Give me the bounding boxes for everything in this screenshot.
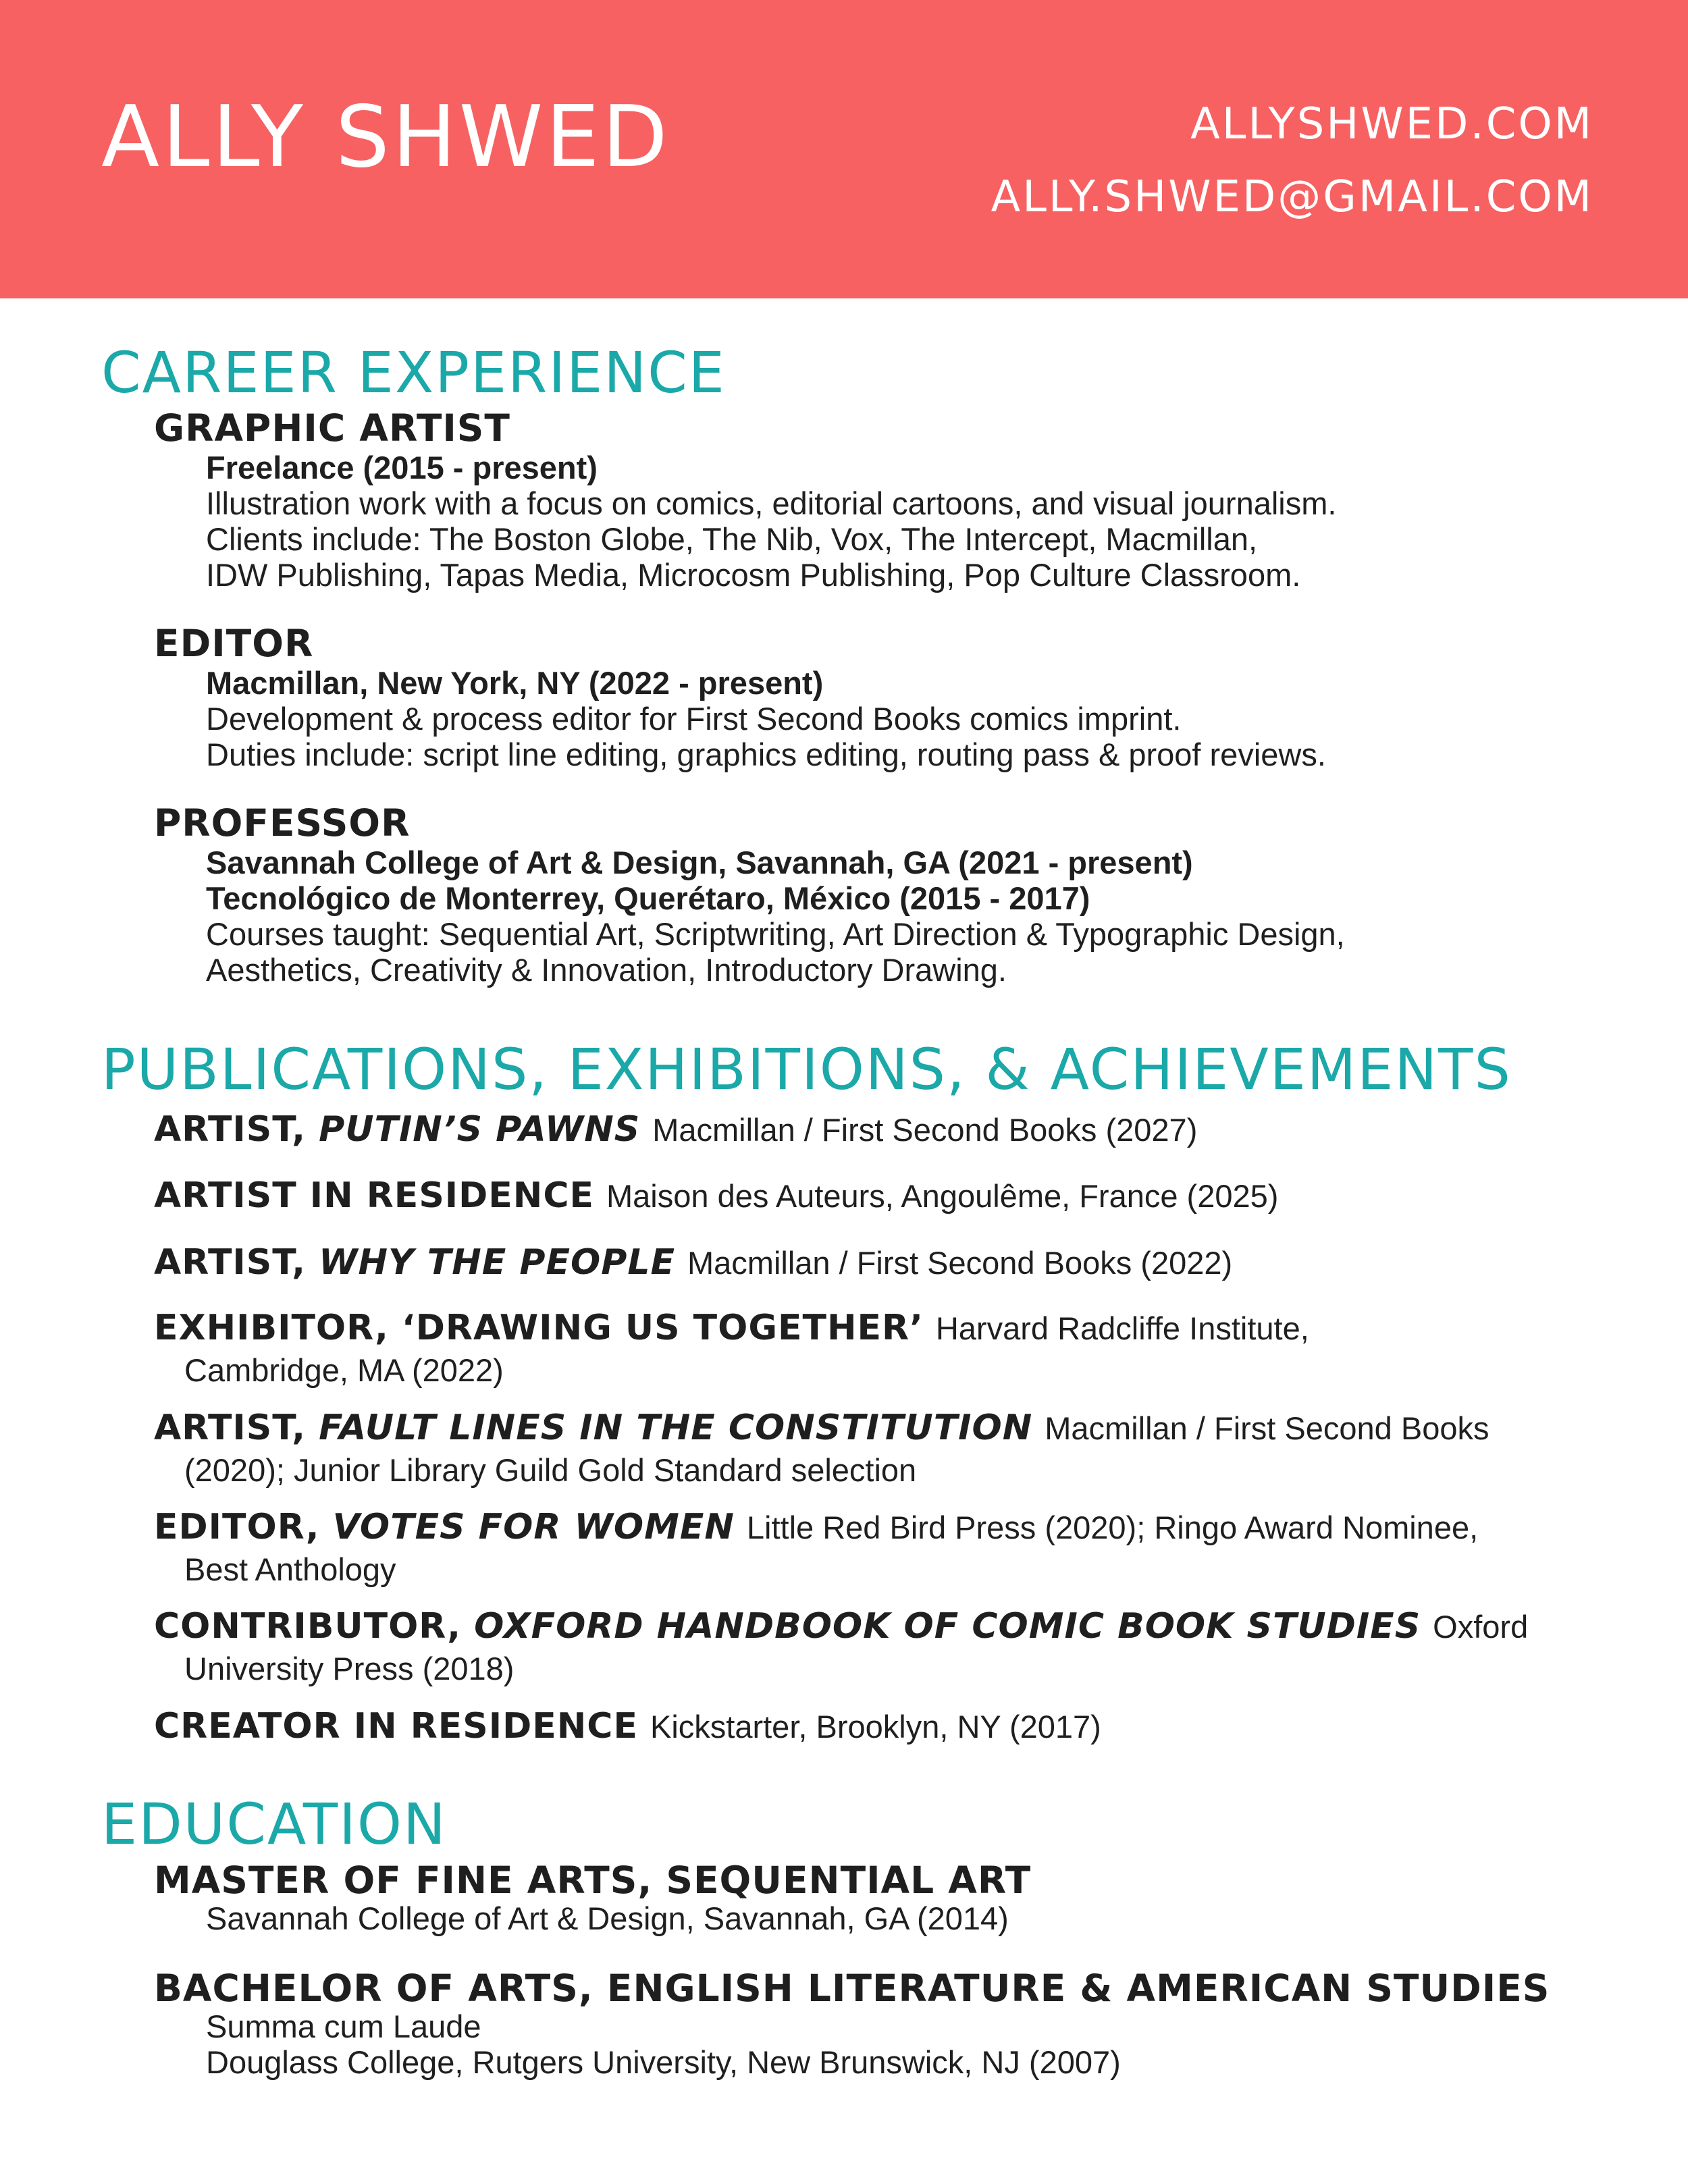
publication-item xyxy=(154,1706,1101,1752)
publication-title: WHY THE PEOPLE xyxy=(319,1242,675,1283)
degree-title: MASTER OF FINE ARTS, SEQUENTIAL ART xyxy=(154,1859,1032,1902)
job-organization: Savannah College of Art & Design, Savannah, GA (2021 - present) xyxy=(206,845,1193,880)
publication-detail: Oxford xyxy=(1433,1609,1529,1645)
publication-item xyxy=(154,1175,1279,1221)
education-section-title: EDUCATION xyxy=(101,1791,447,1857)
publication-title: FAULT LINES IN THE CONSTITUTION xyxy=(319,1408,1033,1448)
degree-detail-line: Douglass College, Rutgers University, New Brunswick, NJ (2007) xyxy=(206,2044,1121,2080)
contact-block xyxy=(991,88,1593,234)
publication-detail-continued: Best Anthology xyxy=(184,1551,396,1587)
publication-detail: Maison des Auteurs, Angoulême, France (2025) xyxy=(606,1178,1279,1214)
header-banner xyxy=(0,0,1688,298)
job-details xyxy=(206,665,1326,772)
email-link[interactable]: ALLY.SHWED@GMAIL.COM xyxy=(991,172,1593,222)
publication-detail-continued: University Press (2018) xyxy=(184,1651,515,1686)
publication-item xyxy=(154,1242,1233,1288)
job-organization: Tecnológico de Monterrey, Querétaro, México (2015 - 2017) xyxy=(206,880,1090,916)
publication-role: ARTIST IN RESIDENCE xyxy=(154,1175,595,1216)
job-organization: Macmillan, New York, NY (2022 - present) xyxy=(206,665,824,701)
degree-detail-line: Savannah College of Art & Design, Savannah, GA (2014) xyxy=(206,1900,1009,1936)
resume-name: ALLY SHWED xyxy=(101,87,670,186)
job-description-line: Clients include: The Boston Globe, The Nib, Vox, The Intercept, Macmillan, xyxy=(206,521,1258,557)
job-description-line: IDW Publishing, Tapas Media, Microcosm Publishing, Pop Culture Classroom. xyxy=(206,557,1301,593)
job-description-line: Aesthetics, Creativity & Innovation, Introductory Drawing. xyxy=(206,952,1007,988)
publication-detail: Kickstarter, Brooklyn, NY (2017) xyxy=(650,1709,1101,1744)
job-details xyxy=(206,450,1336,593)
job-role: EDITOR xyxy=(154,622,314,665)
publication-role: ARTIST, xyxy=(154,1408,319,1448)
job-details xyxy=(206,845,1345,988)
job-role: PROFESSOR xyxy=(154,801,411,845)
job-organization: Freelance (2015 - present) xyxy=(206,450,598,485)
career-section-title: CAREER EXPERIENCE xyxy=(101,340,726,406)
publication-item xyxy=(154,1507,1479,1587)
job-description-line: Development & process editor for First Second Books comics imprint. xyxy=(206,701,1182,737)
publication-role: EXHIBITOR, ‘DRAWING US TOGETHER’ xyxy=(154,1308,924,1348)
publication-detail: Harvard Radcliffe Institute, xyxy=(935,1310,1309,1346)
degree-details xyxy=(206,2008,1121,2080)
job-description-line: Duties include: script line editing, graphics editing, routing pass & proof reviews. xyxy=(206,737,1326,772)
publications-section-title: PUBLICATIONS, EXHIBITIONS, & ACHIEVEMENTS xyxy=(101,1036,1512,1102)
publication-title: PUTIN’S PAWNS xyxy=(319,1109,641,1150)
publication-role: CREATOR IN RESIDENCE xyxy=(154,1706,638,1747)
publication-detail: Little Red Bird Press (2020); Ringo Award Nominee, xyxy=(746,1510,1479,1545)
publication-role: ARTIST, xyxy=(154,1242,319,1283)
job-role: GRAPHIC ARTIST xyxy=(154,406,510,450)
job-description-line: Courses taught: Sequential Art, Scriptwriting, Art Direction & Typographic Design, xyxy=(206,916,1345,952)
publication-detail-continued: (2020); Junior Library Guild Gold Standard selection xyxy=(184,1452,917,1488)
publication-detail-continued: Cambridge, MA (2022) xyxy=(184,1352,504,1388)
publication-item xyxy=(154,1408,1489,1488)
degree-title: BACHELOR OF ARTS, ENGLISH LITERATURE & AMERICAN STUDIES xyxy=(154,1967,1550,2010)
publication-detail: Macmillan / First Second Books (2027) xyxy=(652,1112,1198,1148)
degree-detail-line: Summa cum Laude xyxy=(206,2008,481,2044)
job-description-line: Illustration work with a focus on comics, editorial cartoons, and visual journalism. xyxy=(206,485,1337,521)
publication-item xyxy=(154,1606,1529,1686)
publication-item xyxy=(154,1109,1198,1155)
publication-title: VOTES FOR WOMEN xyxy=(332,1507,735,1547)
publication-role: CONTRIBUTOR, xyxy=(154,1606,475,1647)
publication-detail: Macmillan / First Second Books (2022) xyxy=(687,1245,1233,1281)
website-link[interactable]: ALLYSHWED.COM xyxy=(1190,99,1593,149)
publication-detail: Macmillan / First Second Books xyxy=(1045,1410,1489,1446)
publication-item xyxy=(154,1308,1309,1388)
publication-title: OXFORD HANDBOOK OF COMIC BOOK STUDIES xyxy=(474,1606,1421,1647)
publication-role: EDITOR, xyxy=(154,1507,333,1547)
publication-role: ARTIST, xyxy=(154,1109,319,1150)
degree-details xyxy=(206,1900,1009,1936)
